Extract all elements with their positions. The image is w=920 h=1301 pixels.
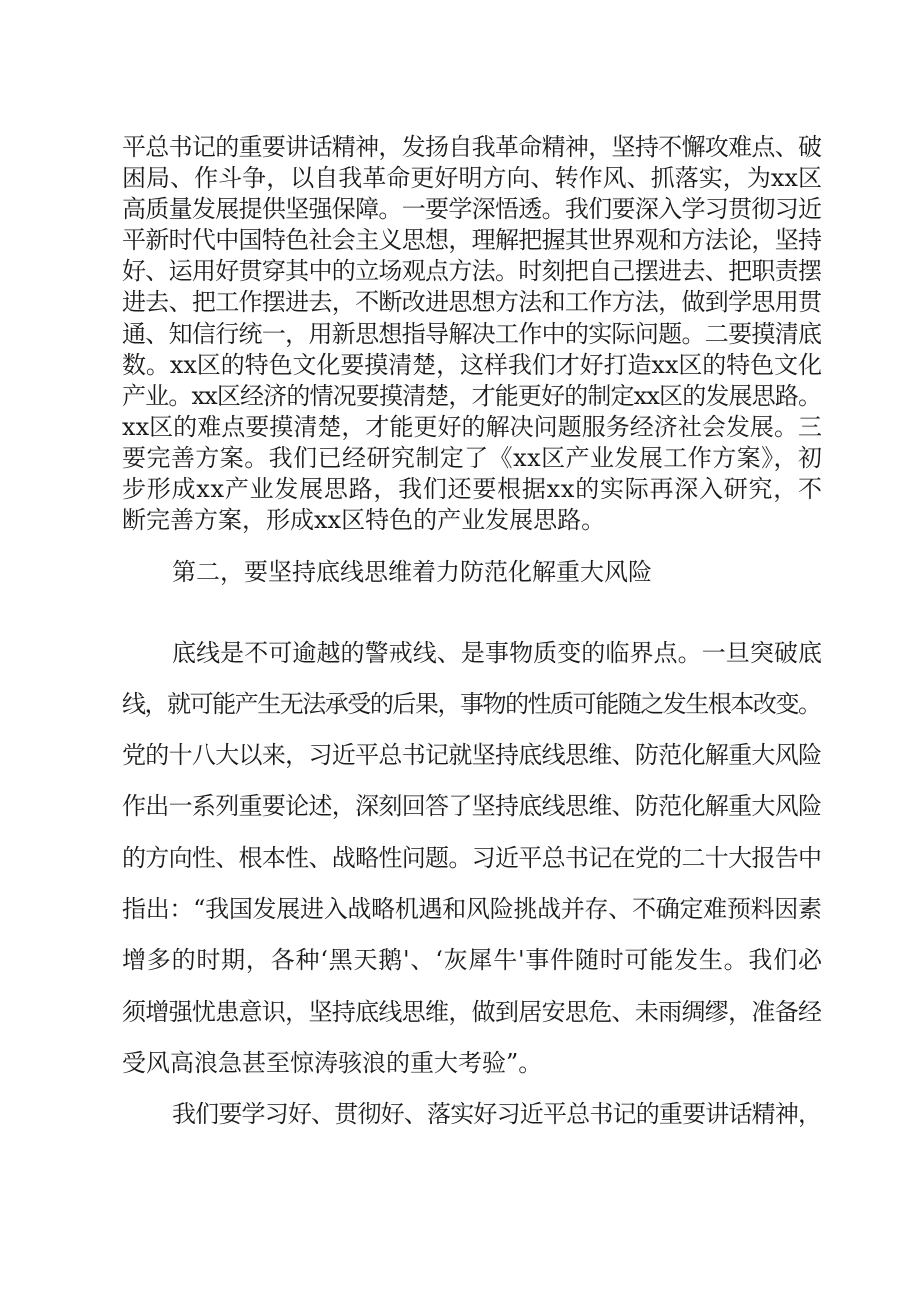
section-heading: 第二，要坚持底线思维着力防范化解重大风险 [172,558,652,586]
body-line: 进去、把工作摆进去，不断改进思想方法和工作方法，做到学思用贯 [122,288,822,316]
body-line: 增多的时期，各种‘黑天鹅'、‘灰犀牛'事件随时可能发生。我们必 [122,946,823,974]
body-line: 数。xx区的特色文化要摸清楚，这样我们才好打造xx区的特色文化 [122,351,822,379]
body-line: 平新时代中国特色社会主义思想，理解把握其世界观和方法论，坚持 [122,226,822,254]
body-line: 步形成xx产业发展思路，我们还要根据xx的实际再深入研究，不 [122,475,823,503]
body-line: 我们要学习好、贯彻好、落实好习近平总书记的重要讲话精神， [172,1100,822,1128]
body-line: 断完善方案，形成xx区特色的产业发展思路。 [122,506,606,534]
body-line: 困局、作斗争，以自我革命更好明方向、转作风、抓落实，为xx区 [122,164,823,192]
body-line: 须增强忧患意识，坚持底线思维，做到居安思危、未雨绸缪，准备经 [122,998,822,1026]
body-line: 产业。xx区经济的情况要摸清楚，才能更好的制定xx区的发展思路。 [122,382,822,410]
body-line: 指出：“我国发展进入战略机遇和风险挑战并存、不确定难预料因素 [122,895,822,923]
body-line: 线，就可能产生无法承受的后果，事物的性质可能随之发生根本改变。 [122,690,821,718]
body-line: 好、运用好贯穿其中的立场观点方法。时刻把自己摆进去、把职责摆 [122,257,822,285]
body-line: 的方向性、根本性、战略性问题。习近平总书记在党的二十大报告中 [122,844,822,872]
body-line: 高质量发展提供坚强保障。一要学深悟透。我们要深入学习贯彻习近 [122,195,822,223]
body-line: 作出一系列重要论述，深刻回答了坚持底线思维、防范化解重大风险 [122,792,822,820]
body-line: 通、知信行统一，用新思想指导解决工作中的实际问题。二要摸清底 [122,320,822,348]
body-line: xx区的难点要摸清楚，才能更好的解决问题服务经济社会发展。三 [122,413,823,441]
body-line: 底线是不可逾越的警戒线、是事物质变的临界点。一旦突破底 [172,639,823,667]
body-line: 党的十八大以来，习近平总书记就坚持底线思维、防范化解重大风险 [122,741,822,769]
body-line: 要完善方案。我们已经研究制定了《xx区产业发展工作方案》，初 [122,444,823,472]
body-line: 平总书记的重要讲话精神，发扬自我革命精神，坚持不懈攻难点、破 [122,133,822,161]
body-line: 受风高浪急甚至惊涛骇浪的重大考验”。 [122,1049,543,1077]
